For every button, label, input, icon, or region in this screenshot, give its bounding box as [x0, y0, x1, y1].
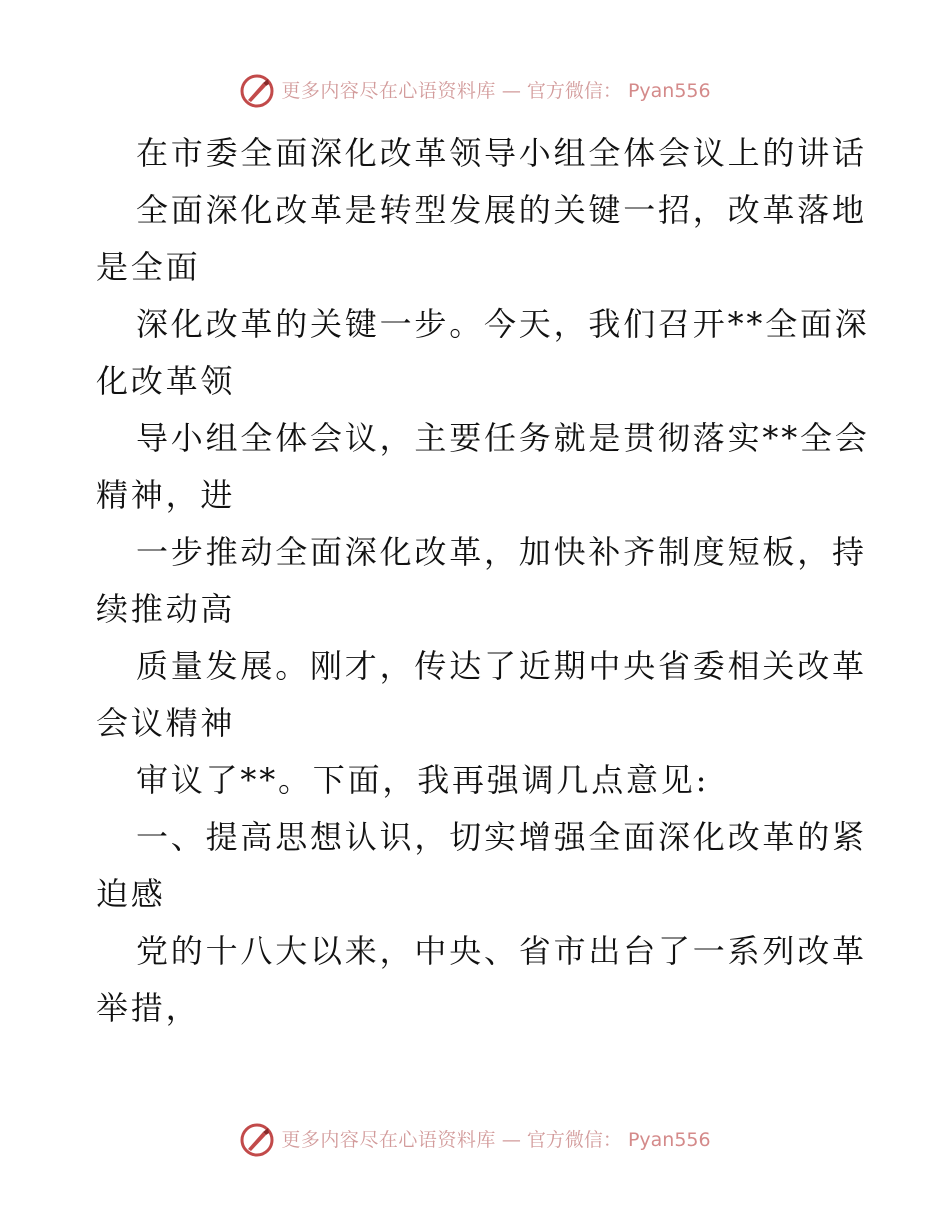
- paragraph-line: 化改革领: [96, 362, 236, 400]
- watermark-main-text: 更多内容尽在心语资料库: [281, 1128, 496, 1151]
- paragraph-line: 一步推动全面深化改革，加快补齐制度短板，持: [136, 533, 867, 571]
- paragraph-line: 质量发展。刚才，传达了近期中央省委相关改革: [136, 647, 867, 685]
- watermark-separator: —: [501, 1128, 521, 1151]
- watermark-separator: —: [501, 79, 521, 102]
- footer-watermark: [0, 1120, 950, 1160]
- paragraph-line: 审议了**。下面，我再强调几点意见:: [136, 761, 710, 799]
- document-body: [96, 125, 870, 1037]
- watermark-wechat-label: 官方微信：: [526, 79, 622, 102]
- section-heading-continued: 迫感: [96, 875, 166, 913]
- paragraph-line: 精神，进: [96, 476, 236, 514]
- watermark-wechat-id: Pyan556: [627, 79, 711, 102]
- quill-logo-icon: [239, 73, 275, 109]
- header-watermark: [0, 71, 950, 111]
- paragraph-line: 党的十八大以来，中央、省市出台了一系列改革: [136, 932, 867, 970]
- quill-logo-icon: [239, 1122, 275, 1158]
- paragraph-line: 是全面: [96, 248, 201, 286]
- watermark-main-text: 更多内容尽在心语资料库: [281, 79, 496, 102]
- document-title: 在市委全面深化改革领导小组全体会议上的讲话: [136, 134, 867, 172]
- watermark-wechat-id: Pyan556: [627, 1128, 711, 1151]
- paragraph-line: 全面深化改革是转型发展的关键一招，改革落地: [136, 191, 867, 229]
- watermark-wechat-label: 官方微信：: [526, 1128, 622, 1151]
- paragraph-line: 导小组全体会议，主要任务就是贯彻落实**全会: [136, 419, 870, 457]
- section-heading: 一、提高思想认识，切实增强全面深化改革的紧: [136, 818, 867, 856]
- paragraph-line: 深化改革的关键一步。今天，我们召开**全面深: [136, 305, 870, 343]
- paragraph-line: 续推动高: [96, 590, 236, 628]
- paragraph-line: 会议精神: [96, 704, 236, 742]
- paragraph-line: 举措，: [96, 989, 201, 1027]
